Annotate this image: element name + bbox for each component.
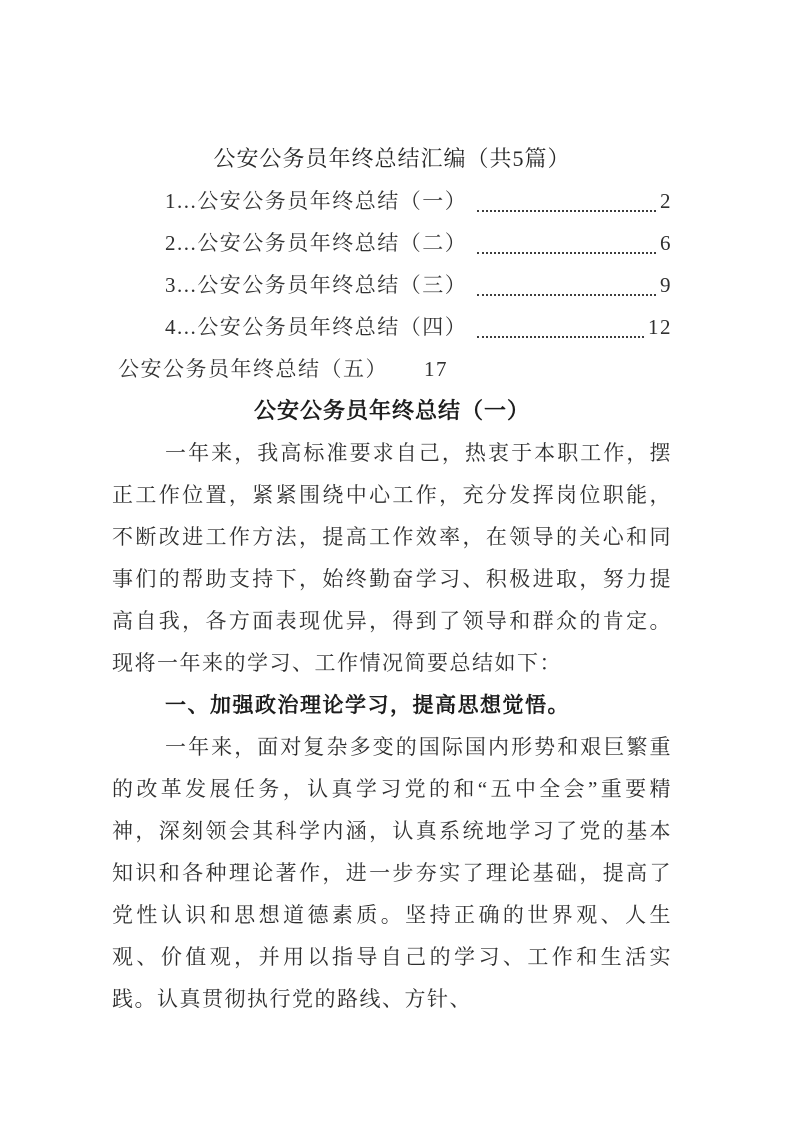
toc-item-label: 3...公安公务员年终总结（三）: [165, 273, 468, 297]
section-title: 公安公务员年终总结（一）: [253, 398, 530, 423]
toc-dot-leader: [477, 306, 644, 348]
toc-page-number: 6: [660, 231, 672, 255]
toc-item-label: 公安公务员年终总结（五）: [118, 357, 388, 381]
paragraph-intro: 一年来，我高标准要求自己，热衷于本职工作，摆正工作位置，紧紧围绕中心工作，充分发挥岗位职能，不断改进工作方法，提高工作效率，在领导的关心和同事们的帮助支持下，始终勤奋学习、积极进取，努力提高自我，各方面表现优异，得到了领导和群众的肯定。现将一年来的学习、工作情况简要总结如下：: [112, 441, 672, 675]
toc-item[interactable]: [165, 264, 672, 306]
table-of-contents: [112, 180, 672, 390]
toc-page-number: 17: [424, 357, 448, 381]
toc-item-label: 1...公安公务员年终总结（一）: [165, 189, 468, 213]
toc-item[interactable]: [165, 306, 672, 348]
toc-item-plain[interactable]: [118, 348, 672, 390]
toc-dot-leader: [477, 264, 656, 306]
section-subheading: 一、加强政治理论学习，提高思想觉悟。: [165, 693, 570, 717]
toc-item-label: 2...公安公务员年终总结（二）: [165, 231, 468, 255]
toc-page-number: 9: [660, 273, 672, 297]
toc-dot-leader: [477, 222, 656, 264]
toc-item[interactable]: [165, 222, 672, 264]
toc-item[interactable]: [165, 180, 672, 222]
document-title: 公安公务员年终总结汇编（共5篇）: [213, 146, 571, 171]
toc-page-number: 12: [648, 315, 672, 339]
toc-item-label: 4...公安公务员年终总结（四）: [165, 315, 468, 339]
toc-page-number: 2: [660, 189, 672, 213]
toc-dot-leader: [477, 180, 656, 222]
paragraph-political-study: 一年来，面对复杂多变的国际国内形势和艰巨繁重的改革发展任务，认真学习党的和“五中全会”重要精神，深刻领会其科学内涵，认真系统地学习了党的基本知识和各种理论著作，进一步夯实了理论基础，提高了党性认识和思想道德素质。坚持正确的世界观、人生观、价值观，并用以指导自己的学习、工作和生活实践。认真贯彻执行党的路线、方针、: [112, 735, 672, 1011]
